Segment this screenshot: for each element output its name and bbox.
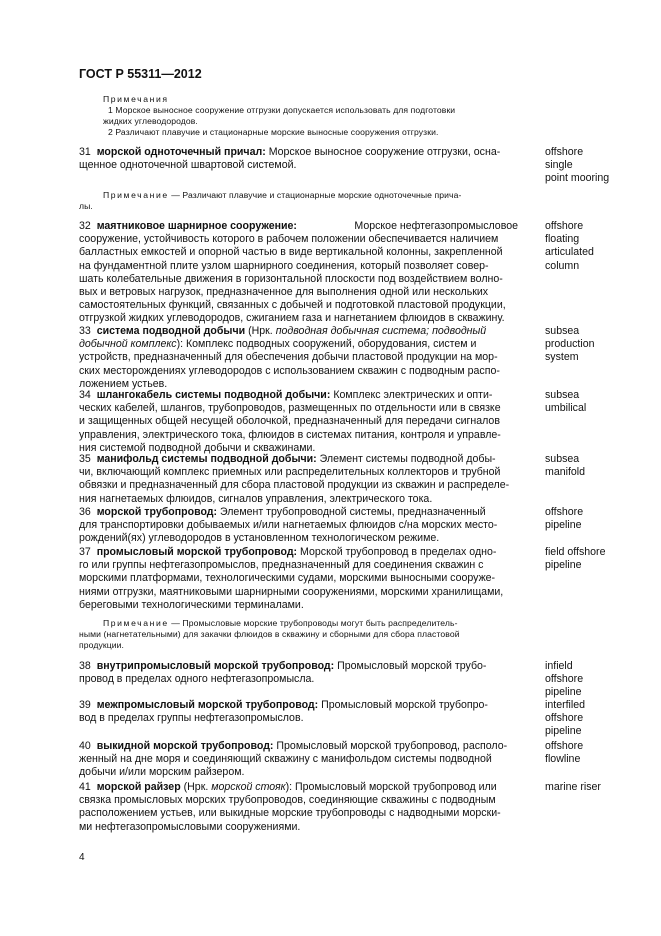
note-text: — Промысловые морские трубопроводы могут быть распределитель- (171, 618, 458, 628)
term-synonym: подводная добычная система; подводный (275, 325, 487, 337)
term-definition: Промысловый морской трубо- (337, 660, 487, 672)
term-definition-line: щенное одноточечной швартовой системой. (79, 159, 297, 172)
term-38-english (545, 660, 583, 700)
term-definition-line: отгрузкой жидких углеводородов, сжиганием газа и нагнетанием флюидов в скважину. (79, 312, 505, 325)
term-definition-line: управления, электрического тока, флюидов в системах питания, контроля и управле- (79, 428, 501, 441)
term-36 (79, 506, 518, 546)
term-number: 40 (79, 740, 91, 752)
term-definition-line: ложением устьев. (79, 377, 168, 390)
english-term-line: offshore (545, 506, 584, 518)
term-31-english (545, 146, 609, 186)
term-35-english (545, 453, 585, 479)
english-term-line: offshore (545, 146, 584, 158)
term-definition: Комплекс электрических и опти- (333, 389, 493, 401)
term-name: шлангокабель системы подводной добычи: (96, 389, 331, 401)
term-definition-line: самостоятельных функций, связанных с добычей и подготовкой пластовой продукции, (79, 299, 506, 312)
term-name: морской райзер (96, 781, 181, 793)
term-36-english (545, 506, 583, 532)
term-definition-line: вых и ветровых нагрузок, предназначенное для выполнения одной или нескольких (79, 286, 489, 299)
term-definition: Промысловый морской трубопровод, располо- (276, 740, 508, 752)
english-term-line: subsea (545, 453, 580, 465)
term-number: 36 (79, 506, 91, 518)
english-term-line: offshore (545, 220, 584, 232)
term-41-english (545, 781, 601, 794)
term-definition-line: и защищенных общей несущей оболочкой, предназначенный для передачи сигналов (79, 415, 500, 428)
term-number: 33 (79, 325, 91, 337)
term-definition-line: го или группы нефтегазопромыслов, предназначенный для соединения скважин с (79, 559, 484, 572)
note-heading: Примечания (103, 94, 169, 104)
term-definition-line: ниями отгрузки, маятниковыми шарнирными сооружениями, морскими хранилищами, (79, 585, 504, 598)
term-number: 39 (79, 699, 91, 711)
note-item-1-cont: жидких углеводородов. (103, 116, 198, 126)
term-synonym-cont: добычной комплекс (79, 338, 177, 351)
term-definition-line: сооружение, устойчивость которого в рабочем положении обеспечивается наличием (79, 233, 499, 246)
term-name: система подводной добычи (96, 325, 246, 337)
term-name: морской одноточечный причал: (96, 146, 266, 158)
term-37-english (545, 546, 605, 572)
term-number: 34 (79, 389, 91, 401)
term-40-english (545, 740, 583, 766)
term-name: выкидной морской трубопровод: (96, 740, 274, 752)
term-definition-line: женный на дне моря и соединяющий скважину с манифольдом системы подводной (79, 753, 492, 766)
term-34-english (545, 389, 586, 415)
term-name: манифольд системы подводной добычи: (96, 453, 317, 465)
term-definition-line: ческих кабелей, шлангов, трубопроводов, размещенных по отдельности или в связке (79, 402, 501, 415)
english-term-line: production (545, 338, 595, 351)
note-31 (79, 190, 518, 212)
term-name: межпромысловый морской трубопровод: (96, 699, 319, 711)
term-definition-line: ми нефтегазопромысловыми сооружениями. (79, 820, 301, 833)
term-38 (79, 660, 518, 686)
term-definition-line: береговыми технологическими терминалами. (79, 598, 304, 611)
english-term-line: articulated (545, 246, 594, 259)
nrk-label: (Нрк. (248, 325, 273, 337)
english-term-line: column (545, 259, 580, 272)
term-definition-line: ских месторождениях углеводородов с использованием скважин с подводным распо- (79, 364, 500, 377)
note-text: — Различают плавучие и стационарные морские одноточечные прича- (171, 190, 462, 200)
term-name: промысловый морской трубопровод: (96, 546, 298, 558)
term-33-english (545, 325, 594, 365)
english-term-line: point mooring (545, 172, 610, 185)
english-term-line: pipeline (545, 559, 582, 572)
term-definition: Морской трубопровод в пределах одно- (300, 546, 497, 558)
term-definition: ): Комплекс подводных сооружений, оборудования, систем и (176, 338, 477, 351)
term-definition-line: добычи и/или морским райзером. (79, 766, 245, 779)
english-term-line: interfiled (545, 699, 586, 711)
term-number: 31 (79, 146, 91, 158)
term-definition-line: связка промысловых морских трубопроводов, соединяющие скважины с подводным (79, 794, 496, 807)
note-text-cont: лы. (79, 201, 93, 211)
term-definition-line: ния системой подводной добычи и скважинами. (79, 441, 316, 454)
english-term-line: system (545, 351, 579, 364)
english-term-line: pipeline (545, 686, 582, 699)
note-item-1: 1 Морское выносное сооружение отгрузки допускается использовать для подготовки (108, 105, 456, 115)
english-term-line: floating (545, 233, 580, 246)
nrk-label: (Нрк. (183, 781, 209, 793)
term-number: 37 (79, 546, 91, 558)
term-definition-line: рождений(ях) углеводородов в установленном технологическом режиме. (79, 532, 440, 545)
term-number: 38 (79, 660, 91, 672)
term-definition: Элемент системы подводной добы- (319, 453, 496, 465)
page-number: 4 (79, 852, 85, 863)
term-definition: Морское нефтегазопромысловое (354, 220, 518, 232)
english-term-line: subsea (545, 389, 580, 401)
term-name: внутрипромысловый морской трубопровод: (96, 660, 335, 672)
term-definition-line: балластных емкостей и опорной частью в виде вертикальной колонны, закрепленной (79, 246, 503, 259)
term-definition-line: расположением устьев, или выкидные морские трубопроводы с надводными морски- (79, 807, 501, 820)
english-term-line: manifold (545, 466, 586, 479)
term-definition-line: чи, включающий комплекс приемных или распределительных коллекторов и трубной (79, 466, 501, 479)
term-definition-line: морскими платформами, технологическими судами, морскими выносными сооруже- (79, 572, 496, 585)
note-text-cont: продукции. (79, 640, 125, 650)
term-41 (79, 781, 518, 834)
term-definition-line: устройств, предназначенный для обеспечения добычи пластовой продукции на мор- (79, 351, 498, 364)
note-block-top (103, 94, 518, 138)
term-39 (79, 699, 518, 725)
term-39-english (545, 699, 585, 739)
term-definition-line: на фундаментной плите узлом шарнирного соединения, который позволяет совер- (79, 259, 489, 272)
term-name: маятниковое шарнирное сооружение: (96, 220, 297, 232)
note-heading: Примечание (103, 618, 169, 628)
english-term-line: marine riser (545, 781, 601, 793)
english-term-line: offshore (545, 712, 584, 725)
term-synonym: морской стояк (211, 781, 286, 793)
term-number: 41 (79, 781, 91, 793)
note-text-cont: ными (нагнетательными) для закачки флюидов в скважину и сборными для сбора пластовой (79, 629, 460, 639)
term-definition-line: ния нагнетаемых флюидов, сигналов управления, электрического тока. (79, 492, 433, 505)
term-definition: Элемент трубопроводной системы, предназначенный (219, 506, 486, 518)
term-definition: Промысловый морской трубопро- (321, 699, 488, 711)
term-34 (79, 389, 518, 455)
term-31 (79, 146, 518, 172)
term-definition-line: шать колебательные движения в горизонтальной плоскости под воздействием волно- (79, 272, 503, 285)
english-term-line: single (545, 159, 573, 172)
term-number: 35 (79, 453, 91, 465)
english-term-line: flowline (545, 753, 581, 766)
term-definition-line: для транспортировки добываемых и/или нагнетаемых флюидов с/на морских место- (79, 519, 498, 532)
term-definition: Морское выносное сооружение отгрузки, осна- (268, 146, 501, 158)
document-header: ГОСТ Р 55311—2012 (79, 67, 202, 81)
english-term-line: field offshore (545, 546, 606, 558)
term-32-english (545, 220, 594, 273)
english-term-line: umbilical (545, 402, 587, 415)
english-term-line: offshore (545, 673, 584, 686)
term-number: 32 (79, 220, 91, 232)
term-37 (79, 546, 518, 612)
term-definition-line: вод в пределах группы нефтегазопромыслов. (79, 712, 304, 725)
term-definition-line: провод в пределах одного нефтегазопромысла. (79, 673, 315, 686)
english-term-line: pipeline (545, 519, 582, 532)
english-term-line: pipeline (545, 725, 582, 738)
term-33 (79, 325, 518, 391)
term-name: морской трубопровод: (96, 506, 218, 518)
note-heading: Примечание (103, 190, 169, 200)
term-definition: ): Промысловый морской трубопровод или (285, 781, 497, 793)
note-37 (79, 618, 518, 651)
term-32 (79, 220, 518, 326)
term-definition-line: обвязки и предназначенный для сбора пластовой продукции из скважин и распределе- (79, 479, 510, 492)
english-term-line: offshore (545, 740, 584, 752)
term-35 (79, 453, 518, 506)
english-term-line: infield (545, 660, 573, 672)
term-40 (79, 740, 518, 780)
note-item-2: 2 Различают плавучие и стационарные морские выносные сооружения отгрузки. (108, 127, 439, 137)
english-term-line: subsea (545, 325, 580, 337)
